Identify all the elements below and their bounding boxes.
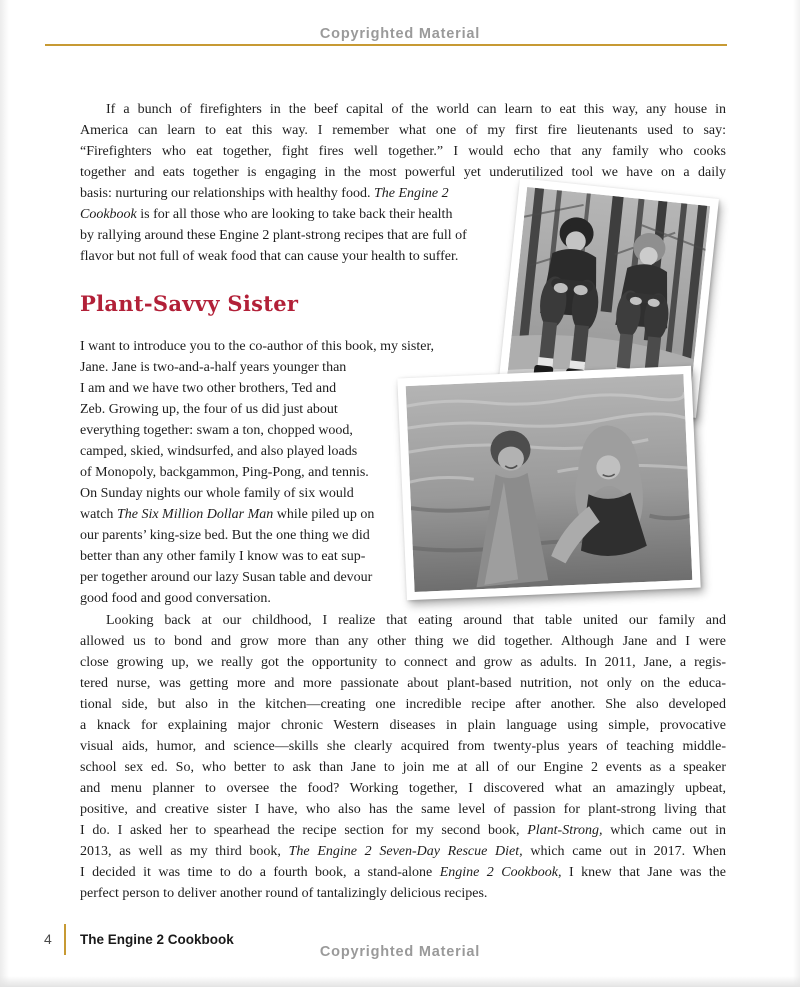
text-line: perfect person to deliver another round of tantalizingly delicious recipes. <box>80 886 488 901</box>
text-line: tional side, but also in the kitchen—creating one incredible recipe after another. She also developed <box>80 697 726 712</box>
text-line: a knack for explaining major chronic Western diseases in plain language using simple, provocative <box>80 718 726 733</box>
text-line: our parents’ king-size bed. But the one thing we did <box>80 528 370 543</box>
copyright-banner-top: Copyrighted Material <box>319 26 481 42</box>
text-line: everything together: swam a ton, chopped wood, <box>80 423 353 438</box>
text-line: basis: nurturing our relationships with healthy food. The Engine 2 <box>80 186 449 201</box>
section-heading: Plant-Savvy Sister <box>80 291 299 316</box>
footer-book-title: The Engine 2 Cookbook <box>80 932 234 947</box>
page-edge-bottom <box>0 976 800 987</box>
text-line: visual aids, humor, and science—skills she clearly acquired from twenty-plus years of teaching middle- <box>80 739 726 754</box>
page-edge-left <box>0 0 9 987</box>
copyright-banner-bottom: Copyrighted Material <box>319 944 481 960</box>
text-line: America can learn to eat this way. I remember what one of my first fire lieutenants used to say: <box>80 123 726 138</box>
paragraph-looking-back <box>80 610 726 904</box>
text-line: Zeb. Growing up, the four of us did just about <box>80 402 338 417</box>
text-line: I do. I asked her to spearhead the recipe section for my second book, Plant-Strong, which came out in <box>80 823 726 838</box>
text-line: Jane. Jane is two-and-a-half years younger than <box>80 360 347 375</box>
text-line: per together around our lazy Susan table and devour <box>80 570 373 585</box>
text-line: 2013, as well as my third book, The Engine 2 Seven-Day Rescue Diet, which came out in 2017. When <box>80 844 727 859</box>
text-line: better than any other family I know was to eat sup- <box>80 549 366 564</box>
text-line: On Sunday nights our whole family of six would <box>80 486 354 501</box>
text-line: I want to introduce you to the co-author of this book, my sister, <box>80 339 435 354</box>
photo-boy-girl-lake <box>397 366 700 601</box>
text-line: If a bunch of firefighters in the beef capital of the world can learn to eat this way, any house in <box>106 102 726 117</box>
text-line: positive, and creative sister I have, who also has the same level of passion for plant-strong living that <box>80 802 726 817</box>
text-line: tered nurse, was getting more and more passionate about plant-based nutrition, not only on the educa- <box>80 676 726 691</box>
text-line: watch The Six Million Dollar Man while piled up on <box>80 507 375 522</box>
text-line: allowed us to bond and grow more than any other thing we did together. Although Jane and I were <box>80 634 726 649</box>
text-line: and menu planner to oversee the food? Working together, I discovered what an amazingly upbeat, <box>80 781 726 796</box>
text-line: school sex ed. So, who better to ask than Jane to join me at all of our Engine 2 events as a speaker <box>80 760 726 775</box>
text-line: of Monopoly, backgammon, Ping-Pong, and tennis. <box>80 465 369 480</box>
text-line: flavor but not full of weak food that can cause your health to suffer. <box>80 249 459 264</box>
text-line: close growing up, we really got the opportunity to connect and grow as adults. In 2011, Jane, a regis- <box>80 655 726 670</box>
page-number: 4 <box>44 931 52 947</box>
text-line: good food and good conversation. <box>80 591 271 606</box>
text-line: together and eats together is engaging in the most powerful yet underutilized tool we have on a daily <box>80 165 726 180</box>
text-line: by rallying around these Engine 2 plant-strong recipes that are full of <box>80 228 467 243</box>
page-edge-right <box>793 0 800 987</box>
gold-divider-top <box>45 44 727 46</box>
text-line: I am and we have two other brothers, Ted and <box>80 381 337 396</box>
photo-boy-girl-lake-image <box>406 374 693 592</box>
text-line: Cookbook is for all those who are looking to take back their health <box>80 207 453 222</box>
text-line: Looking back at our childhood, I realize that eating around that table united our family and <box>106 613 726 628</box>
text-line: “Firefighters who eat together, fight fires well together.” I would echo that any family who cooks <box>80 144 726 159</box>
text-line: camped, skied, windsurfed, and also played loads <box>80 444 358 459</box>
text-line: I decided it was time to do a fourth book, a stand-alone Engine 2 Cookbook, I knew that Jane was the <box>80 865 727 880</box>
